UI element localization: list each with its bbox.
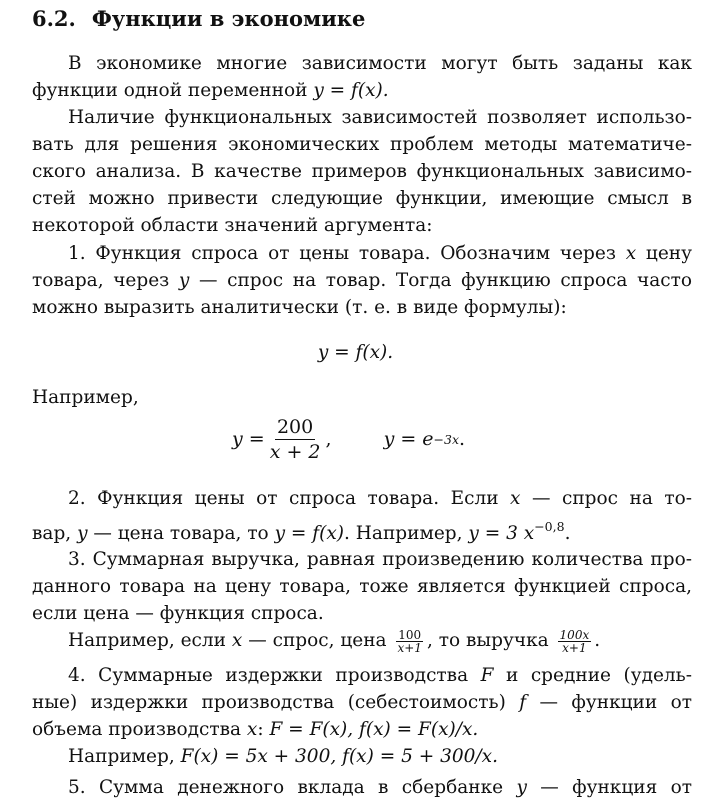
section-title: Функции в экономике [91, 6, 366, 31]
text-line: 1. Функция спроса от цены товара. Обозначим через x цену [68, 243, 692, 264]
text-line: ные) издержки производства (себестоимость) f — функции от [32, 692, 692, 713]
text-line: объема производства x: F = F(x), f(x) = F(x)/x. [32, 719, 479, 740]
fraction: $\frac{100x}{x+1}$ [559, 627, 590, 655]
text-line: Например, F(x) = 5x + 300, f(x) = 5 + 300/x. [68, 746, 498, 767]
section-number: 6.2. [32, 6, 76, 31]
text-line: Например, если x — спрос, цена $\frac{100}{x+1}$ , то выручка $\frac{100x}{x+1}$ . [68, 627, 601, 655]
text-line: Наличие функциональных зависимостей позволяет использо- [68, 107, 692, 128]
text-line: некоторой области значений аргумента: [32, 215, 433, 236]
text-line: если цена — функция спроса. [32, 603, 324, 624]
text-line: стей можно привести следующие функции, имеющие смысл в [32, 188, 692, 209]
text-line: данного товара на цену товара, тоже является функцией спроса, [32, 576, 692, 597]
text-line: товара, через y — спрос на товар. Тогда функцию спроса часто [32, 270, 692, 291]
text-line: можно выразить аналитически (т. е. в виде формулы): [32, 297, 567, 318]
display-formula: y = f(x). [317, 342, 394, 363]
section-heading [32, 6, 365, 31]
fraction: $\frac{200}{x + 2}$ [269, 415, 321, 463]
text-line: функции одной переменной y = f(x). [32, 80, 389, 101]
display-formula: y = $\frac{200}{x + 2}$ , y = e −3x . [232, 415, 466, 463]
text-line: вар, y — цена товара, то y = f(x). Например, y = 3 $x^{-0,8}$. [32, 519, 571, 544]
text-line: 5. Сумма денежного вклада в сбербанке y — функция от [68, 777, 692, 798]
text-line: ского анализа. В качестве примеров функциональных зависимо- [32, 161, 692, 182]
text-line: Например, [32, 387, 139, 408]
text-line: В экономике многие зависимости могут быть заданы как [68, 53, 692, 74]
text-line: вать для решения экономических проблем методы математиче- [32, 134, 692, 155]
text-line: 3. Суммарная выручка, равная произведению количества про- [68, 549, 692, 570]
math-inline: y = f(x). [313, 80, 389, 101]
text-line: 2. Функция цены от спроса товара. Если x — спрос на то- [68, 488, 693, 509]
text-line: 4. Суммарные издержки производства F и средние (удель- [68, 665, 692, 686]
fraction: $\frac{100}{x+1}$ [397, 627, 422, 655]
